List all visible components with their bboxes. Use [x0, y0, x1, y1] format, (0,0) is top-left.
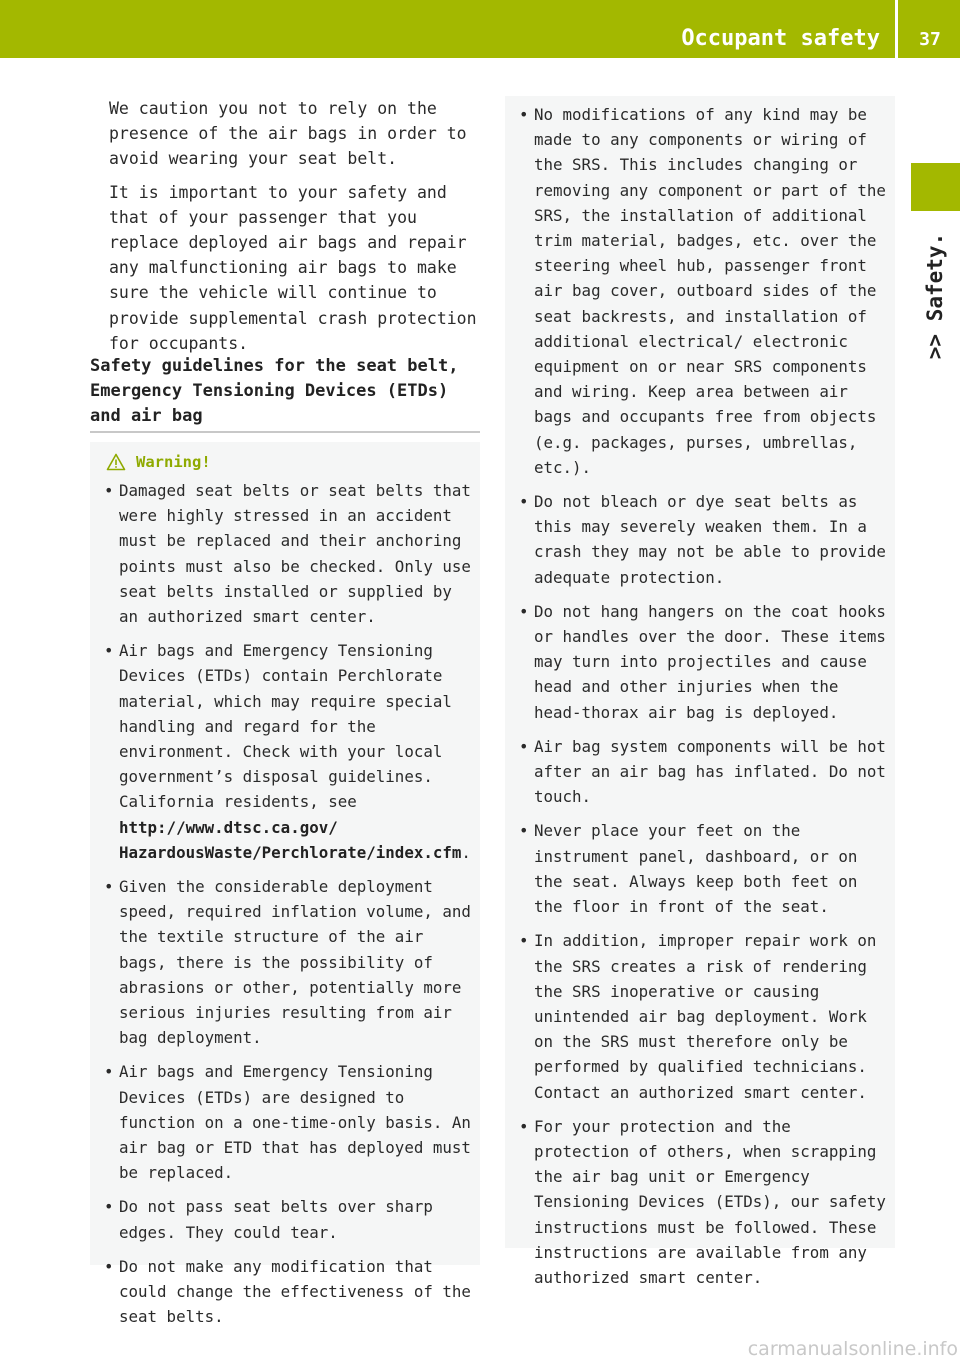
list-item-text: Never place your feet on the instrument panel, dashboard, or on the seat. Always keep both feet on the floor in front of the seat. — [534, 821, 858, 917]
perchlorate-link[interactable]: http://www.dtsc.ca.gov/ HazardousWaste/Perchlorate/index.cfm — [119, 817, 462, 862]
watermark: carmanualsonline.info — [747, 1338, 958, 1360]
list-item — [104, 1254, 472, 1330]
bullet: • — [519, 105, 529, 124]
bullet: • — [104, 1197, 114, 1217]
list-item-text: Do not hang hangers on the coat hooks or handles over the door. These items may turn into projectiles and cause head and other injuries when the head-thorax air bag is deployed. — [534, 601, 886, 722]
warning-triangle-icon — [106, 453, 126, 471]
list-item — [519, 928, 887, 1104]
intro-paragraph: It is important to your safety and that of your passenger that you replace deployed air bags and repair any malfunctioning air bags to make sure the vehicle will continue to provide supplemental crash protection for occupants. — [109, 182, 477, 353]
intro-paragraph: We caution you not to rely on the presence of the air bags in order to avoid wearing your seat belt. — [109, 99, 467, 169]
section-heading: Safety guidelines for the seat belt, Emergency Tensioning Devices (ETDs) and air bag — [90, 356, 459, 426]
list-item — [519, 599, 887, 725]
header-divider — [895, 0, 898, 58]
list-item — [104, 874, 472, 1050]
list-item — [104, 1194, 472, 1244]
list-item-text: Do not make any modification that could change the effectiveness of the seat belts. — [119, 1256, 471, 1327]
list-item — [519, 489, 887, 590]
list-item — [104, 1059, 472, 1185]
list-item-text: Damaged seat belts or seat belts that were highly stressed in an accident must be replaced and their anchoring points must also be checked. Only use seat belts installed or supplied by an authorized smart center. — [119, 481, 471, 627]
list-item-text-end: . — [461, 842, 471, 862]
bullet: • — [519, 1116, 529, 1136]
bullet: • — [519, 601, 529, 621]
bullet: • — [519, 736, 529, 756]
page-header-title: Occupant safety — [681, 26, 880, 51]
warning-list — [104, 478, 472, 1330]
warning-header — [104, 450, 472, 474]
bullet: • — [104, 641, 114, 661]
list-item — [519, 102, 887, 480]
warning-box — [90, 442, 480, 1327]
page-number: 37 — [919, 29, 941, 50]
list-item-text: Given the considerable deployment speed, required inflation volume, and the textile structure of the air bags, there is the possibility of abrasions or other, potentially more serious injuries resulting from air bag deployment. — [119, 877, 471, 1048]
warning-label: Warning! — [136, 453, 211, 471]
list-item-text: No modifications of any kind may be made to any components or wiring of the SRS. This includes changing or removing any component or part of the SRS, the installation of additional trim material, badges, etc. over the steering wheel hub, passenger front air bag cover, outboard sides of the seat backrests, and installation of additional electrical/ electronic equipment on or near SRS components and wiring. Keep area between air bags and occupants free from objects (e.g. packages, purses, umbrellas, etc.). — [534, 105, 886, 477]
right-column-list — [519, 102, 887, 1290]
list-item — [104, 638, 472, 865]
list-item-text: Air bags and Emergency Tensioning Devices (ETDs) contain Perchlorate material, which may require special handling and regard for the environment. Check with your local government’s disposal guidelines. California residents, see — [119, 641, 452, 812]
bullet: • — [519, 821, 529, 841]
bullet: • — [519, 931, 529, 951]
list-item — [519, 734, 887, 810]
side-tab-marker — [911, 163, 960, 211]
heading-rule — [90, 431, 480, 433]
bullet: • — [104, 1062, 114, 1082]
bullet: • — [519, 492, 529, 512]
list-item — [519, 1114, 887, 1290]
bullet: • — [104, 481, 114, 500]
list-item-text: Do not bleach or dye seat belts as this may severely weaken them. In a crash they may not be able to provide adequate protection. — [534, 492, 886, 587]
list-item-text: Air bag system components will be hot after an air bag has inflated. Do not touch. — [534, 736, 886, 807]
list-item-text: For your protection and the protection of others, when scrapping the air bag unit or Emergency Tensioning Devices (ETDs), our safety instructions must be followed. These instructions are available from any authorized smart center. — [534, 1116, 886, 1287]
list-item-text: Do not pass seat belts over sharp edges. They could tear. — [119, 1197, 433, 1242]
bullet: • — [104, 877, 114, 897]
list-item — [519, 818, 887, 919]
intro-text — [109, 96, 485, 364]
bullet: • — [104, 1256, 114, 1276]
side-tab-label: >> Safety. — [923, 232, 947, 360]
list-item — [104, 478, 472, 629]
right-column-box — [505, 96, 895, 1287]
list-item-text: Air bags and Emergency Tensioning Devices (ETDs) are designed to function on a one-time-only basis. An air bag or ETD that has deployed must be replaced. — [119, 1062, 471, 1183]
list-item-text: In addition, improper repair work on the SRS creates a risk of rendering the SRS inoperative or causing unintended air bag deployment. Work on the SRS must therefore only be performed by qualified technicians. Contact an authorized smart center. — [534, 931, 877, 1102]
